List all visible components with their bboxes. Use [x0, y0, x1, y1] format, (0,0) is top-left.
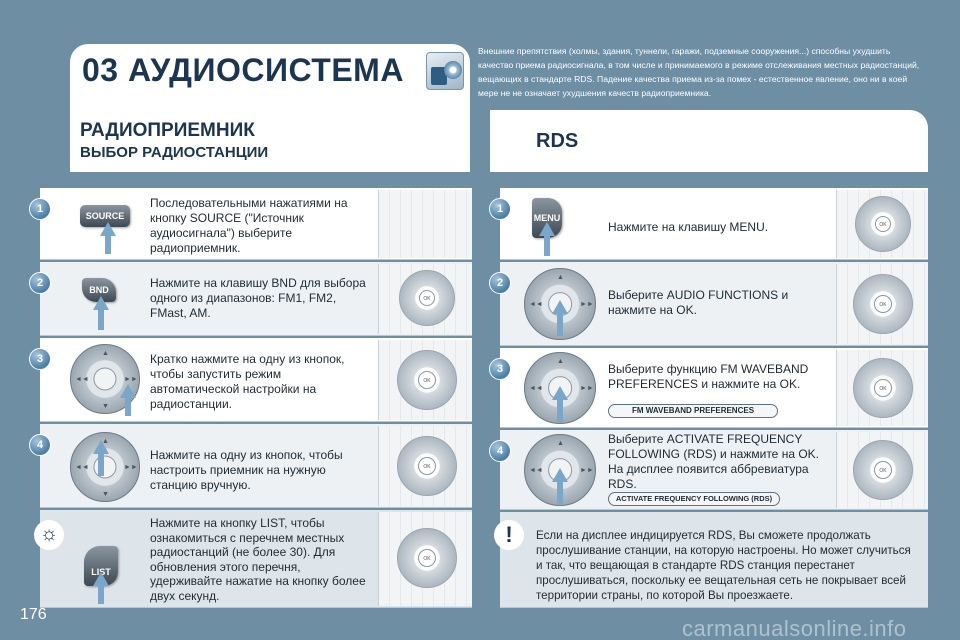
navigation-pad-icon: ▲ ▼ ◄◄ ►►	[70, 344, 140, 414]
right-step-3	[496, 348, 928, 428]
navigation-pad-icon: ▲ ◄◄ ►►	[524, 434, 596, 506]
arrow-up-icon	[93, 440, 109, 454]
left-heading-block	[70, 100, 470, 172]
fm-waveband-display-label: FM WAVEBAND PREFERENCES	[608, 404, 778, 418]
arrow-up-icon	[552, 386, 568, 400]
page-number: 176	[20, 606, 47, 623]
info-sun-icon: ☼	[34, 520, 64, 550]
dashboard-illustration: OK	[378, 512, 472, 606]
left-step-3-text: Кратко нажмите на одну из кнопок, чтобы запустить режим автоматической настройки на радиостанции.	[150, 352, 345, 411]
menu-button-illustration: MENU	[532, 198, 562, 238]
arrow-up-icon	[100, 222, 116, 236]
navigation-pad-icon: ▲ ▼ ◄◄ ►►	[70, 432, 140, 502]
dashboard-illustration: OK	[378, 426, 472, 506]
page-title: 03 АУДИОСИСТЕМА	[82, 52, 404, 88]
right-step-1	[496, 188, 928, 260]
left-step-1-text: Последовательными нажатиями на кнопку SOURCE ("Источник аудиосигнала") выберите радиоприемник.	[150, 196, 348, 255]
dashboard-illustration: OK	[836, 190, 928, 258]
step-number-badge: 2	[489, 272, 511, 294]
right-heading-block	[490, 110, 928, 172]
dashboard-illustration: OK	[836, 432, 928, 508]
list-button-illustration: LIST	[84, 546, 118, 586]
section-subheading-station: ВЫБОР РАДИОСТАНЦИИ	[80, 144, 269, 161]
left-step-2-text: Нажмите на клавишу BND для выбора одного из диапазонов: FM1, FM2, FMast, AM.	[150, 276, 366, 320]
dashboard-illustration	[378, 190, 472, 258]
right-step-1-text: Нажмите на клавишу MENU.	[608, 220, 769, 234]
step-number-badge: 1	[29, 198, 51, 220]
left-tip-text: Нажмите на кнопку LIST, чтобы ознакомиться с перечнем местных радиостанций (не более 30). Для обновления этого перечня, удерживайте нажатие на кнопку более двух секунд.	[150, 516, 366, 603]
arrow-up-icon	[93, 572, 109, 586]
bnd-button-illustration: BND	[82, 278, 116, 302]
step-number-badge: 4	[489, 440, 511, 462]
step-number-badge: 1	[489, 198, 511, 220]
arrow-up-icon	[552, 300, 568, 314]
dashboard-illustration: OK	[836, 264, 928, 344]
watermark: carmanualsonline.info	[682, 616, 907, 640]
navigation-pad-icon: ▲ ◄◄ ►►	[524, 268, 596, 340]
arrow-up-icon	[93, 296, 109, 310]
left-step-4	[36, 424, 472, 508]
right-step-4-text: Выберите ACTIVATE FREQUENCY FOLLOWING (RDS) и нажмите на OK. На дисплее появится аббревиатура RDS.	[608, 432, 819, 491]
step-number-badge: 2	[29, 272, 51, 294]
right-step-2	[496, 262, 928, 346]
warning-exclamation-icon: !	[494, 520, 524, 550]
section-heading-radio: РАДИОПРИЕМНИК	[80, 120, 255, 141]
dashboard-illustration: OK	[836, 350, 928, 426]
left-step-1	[36, 188, 472, 260]
arrow-up-icon	[539, 222, 555, 236]
left-tip-panel	[40, 510, 472, 608]
dashboard-illustration: OK	[378, 340, 472, 420]
right-step-2-text: Выберите AUDIO FUNCTIONS и нажмите на OK.	[608, 288, 789, 317]
right-step-4	[496, 430, 928, 510]
source-button-illustration: SOURCE	[80, 205, 130, 227]
dashboard-illustration: OK	[378, 264, 472, 334]
section-heading-rds: RDS	[536, 130, 579, 152]
navigation-pad-icon: ▲ ◄◄ ►►	[524, 352, 596, 424]
left-step-2	[36, 262, 472, 336]
arrow-up-icon	[552, 468, 568, 482]
left-step-3	[36, 338, 472, 422]
step-number-badge: 3	[489, 358, 511, 380]
right-step-3-text: Выберите функцию FM WAVEBAND PREFERENCES и нажмите на OK.	[608, 362, 809, 391]
activate-frequency-display-label: ACTIVATE FREQUENCY FOLLOWING (RDS)	[608, 492, 780, 506]
arrow-up-icon	[120, 384, 136, 398]
step-number-badge: 4	[29, 434, 51, 456]
step-number-badge: 3	[29, 348, 51, 370]
audio-system-icon	[426, 52, 464, 90]
intro-text: Внешние препятствия (холмы, здания, туннели, гаражи, подземные сооружения...) способны ухудшить качество приема радиосигнала, в том числе и принимаемого в режиме отслеживания местных радиостанций, вещающих в стандарте RDS. Падение качества приема из-за помех - естественное явление, оно ни в коей мере не не означает ухудшения качеств радиоприемника.	[478, 46, 920, 98]
right-note-panel	[500, 512, 928, 608]
rds-note-text: Если на дисплее индицируется RDS, Вы сможете продолжать прослушивание станции, на которую настроены. Но может случиться и так, что вещающая в стандарте RDS станция перестанет прослушиваться, поскольку ее вещательная сеть не покрывает всей территории страны, по которой Вы проезжаете.	[536, 529, 911, 602]
left-step-4-text: Нажмите на одну из кнопок, чтобы настроить приемник на нужную станцию вручную.	[150, 448, 343, 492]
